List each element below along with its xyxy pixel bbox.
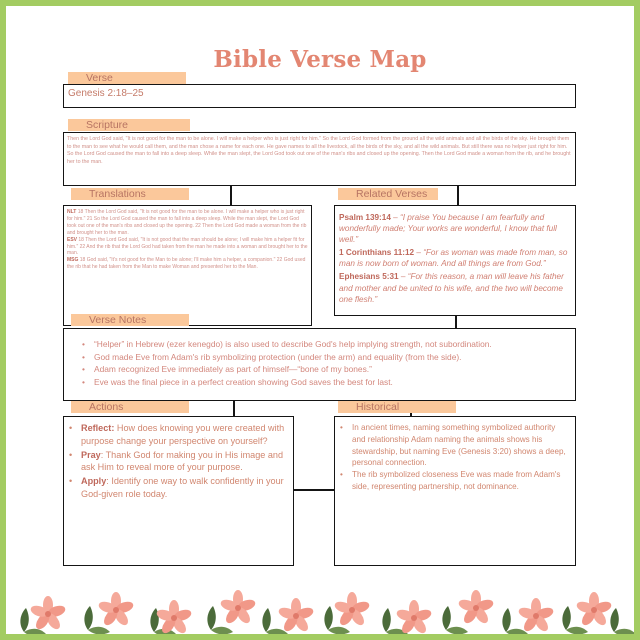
historical-item: • The rib symbolized closeness Eve was made from Adam's side, representing partnership, not dominance. — [340, 469, 569, 493]
verse-tab: Verse — [68, 72, 186, 84]
translation-text: 18 God said, "It's not good for the Man to be alone; I'll make him a helper, a companion." 22 God used the rib that he had taken from the Man to make Woman and presented her to the Man. — [67, 257, 306, 271]
scripture-text: Then the Lord God said, "It is not good for the man to be alone. I will make a helper who is just right for him." So the Lord God formed from the ground all the wild animals and all the birds of the sky. He brought them to the man to see what he would call them, and the man chose a name for each one. He gave names to all the livestock, all the birds of the sky, and all the wild animals. But still there was no helper just right for him. So the Lord God caused the man to fall into a deep sleep. While the man slept, the Lord God took out one of the man's ribs and closed up the opening. Then the Lord God made a woman from the rib, and he brought her to the man. — [67, 136, 571, 165]
note-item: • God made Eve from Adam's rib symbolizing protection (under the arm) and equality (from the side). — [82, 351, 569, 364]
related-verses-box — [334, 205, 576, 316]
actions-box — [63, 416, 294, 566]
action-label: Apply — [81, 476, 107, 487]
action-item — [69, 422, 287, 448]
scripture-tab: Scripture — [68, 119, 190, 131]
translation-version: ESV — [67, 236, 78, 243]
verse-value: Genesis 2:18–25 — [68, 88, 144, 99]
translations-box — [63, 205, 312, 326]
translation-version: NLT — [67, 209, 77, 215]
historical-tab: Historical — [338, 401, 456, 413]
historical-item: • In ancient times, naming something symbolized authority and relationship Adam naming the animals shows his stewardship, but naming Eve (Genesis 3:20) shows a deep, personal connection. — [340, 422, 569, 469]
worksheet-page — [6, 6, 634, 634]
connector-line — [294, 489, 334, 491]
connector-line — [455, 316, 457, 328]
actions-tab: Actions — [71, 401, 189, 413]
verse-quote: “For this reason, a man will leave his father and mother and be united to his wife, and the two will become one flesh.” — [339, 272, 564, 304]
action-text: How does knowing you were created with purpose change your perspective on yourself? — [81, 423, 285, 446]
action-item — [69, 449, 287, 475]
connector-line — [457, 186, 459, 205]
verse-quote: “I praise You because I am fearfully and wonderfully made; Your works are wonderful, I know that full well.” — [339, 213, 557, 245]
verse-notes-box — [63, 328, 576, 401]
related-verse: Psalm 139:14 – “I praise You because I am fearfully and wonderfully made; Your works are wonderful, I know that full well.” — [339, 213, 557, 245]
verse-box — [63, 84, 576, 108]
action-label: Reflect: — [81, 423, 115, 433]
verse-reference: Psalm 139:14 — [339, 213, 391, 222]
translation-text: 18 Then the Lord God said, "It is not good that the man should be alone; I will make him a helper fit for him." 22 And the rib that the Lord God had taken from the man he made into a woman and brought her to the man. — [67, 236, 308, 257]
translation-entry — [67, 237, 308, 258]
related-verse: Ephesians 5:31 – “For this reason, a man will leave his father and mother and be united to his wife, and the two will become one flesh.” — [339, 272, 564, 304]
verse-quote: “For as woman was made from man, so man is now born of woman. And all things are from God.” — [339, 248, 568, 269]
translation-version: MSG — [67, 257, 79, 264]
related-verse: 1 Corinthians 11:12 – “For as woman was made from man, so man is now born of woman. And all things are from God.” — [339, 248, 568, 269]
page-title: Bible Verse Map — [213, 46, 427, 73]
note-item: • Adam recognized Eve immediately as part of himself—“bone of my bones.” — [82, 363, 569, 376]
note-item: • Eve was the final piece in a perfect creation showing God saves the best for last. — [82, 376, 569, 389]
action-text: : Identify one way to walk confidently in your God-given role today. — [81, 476, 284, 499]
action-text: : Thank God for making you in His image and ask Him to reveal more of your purpose. — [81, 449, 284, 473]
verse-notes-tab: Verse Notes — [71, 314, 189, 326]
related-verses-tab: Related Verses — [338, 188, 438, 200]
translation-entry — [67, 209, 308, 237]
translations-list — [67, 209, 308, 271]
note-item: • “Helper” in Hebrew (ezer kenegdo) is also used to describe God's help implying strength, not subordination. — [82, 338, 569, 351]
historical-list — [340, 422, 569, 493]
verse-notes-list — [82, 338, 569, 388]
verse-reference: 1 Corinthians 11:12 — [339, 248, 415, 258]
action-item — [69, 475, 287, 501]
translation-entry — [67, 257, 308, 271]
translation-text: 18 Then the Lord God said, "It is not good for the man to be alone. I will make a helper who is just right for him." 21 So the Lord God caused the man to fall into a deep sleep. While the man slept, the Lord God took out one of the man's ribs and closed up the opening. 22 Then the Lord God made a woman from the rib and brought her to the man. — [67, 209, 307, 236]
actions-list — [69, 422, 287, 502]
verse-reference: Ephesians 5:31 — [339, 272, 399, 282]
historical-box — [334, 416, 576, 566]
related-verses-list — [339, 212, 569, 307]
scripture-box — [63, 132, 576, 186]
action-label: Pray — [81, 449, 101, 460]
flower-border-decoration — [6, 580, 634, 634]
translations-tab: Translations — [71, 188, 189, 200]
connector-line — [230, 186, 232, 205]
